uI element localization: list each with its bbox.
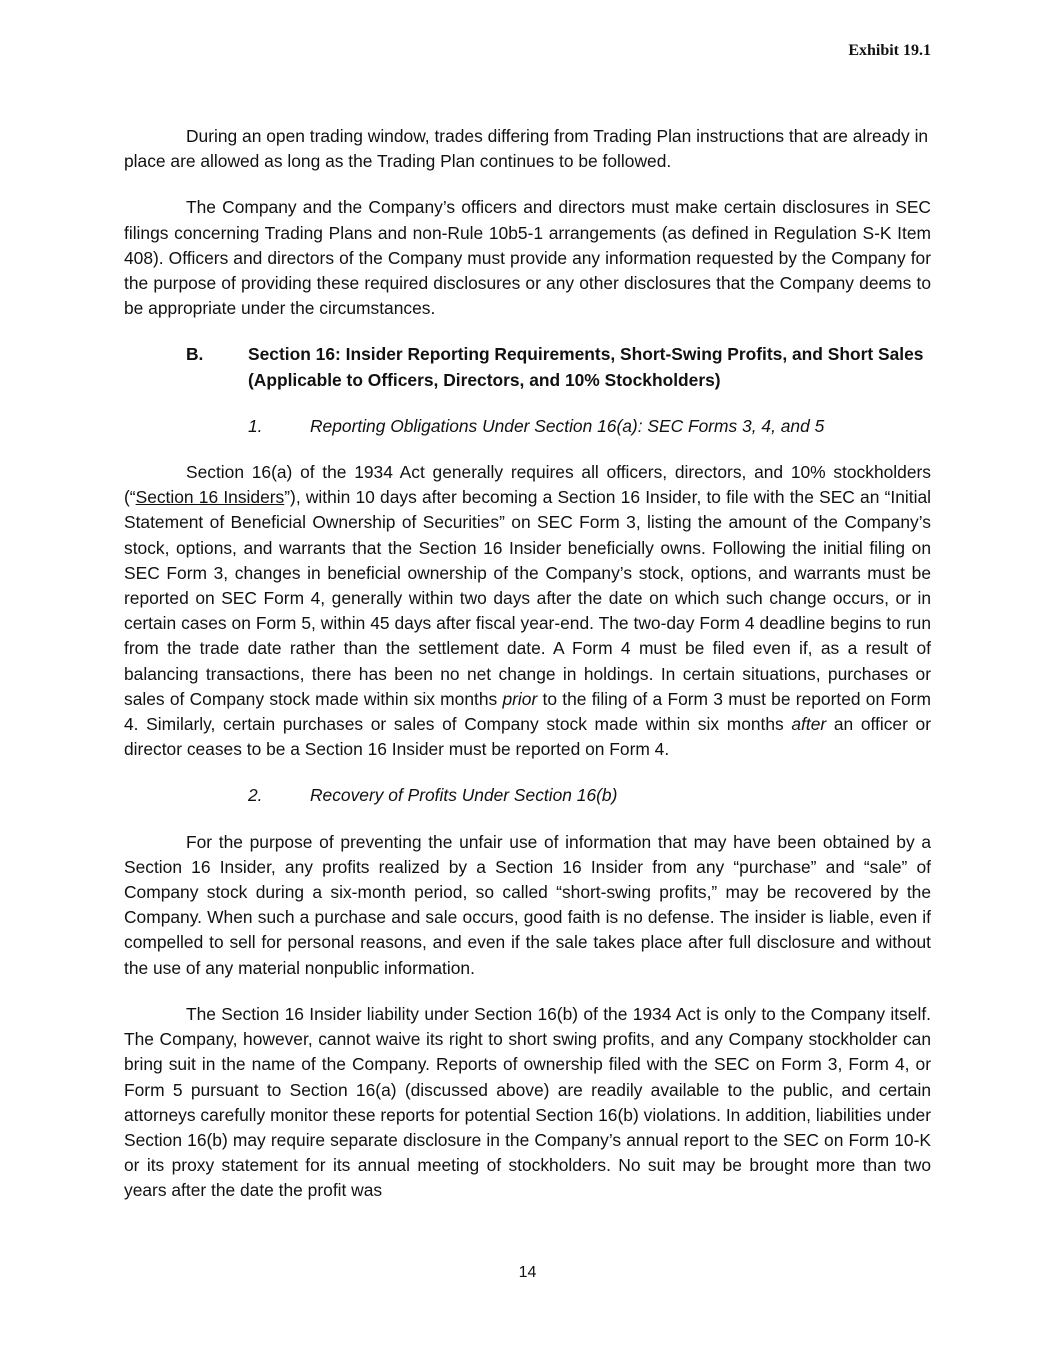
section-16a-text-part1: Section 16(a) of the 1934 Act generally requires all officers, directors, and 10% stockholders (“ [124,462,931,508]
subsection-1-number: 1. [248,415,263,436]
defined-term-section-16-insiders: Section 16 Insiders [135,487,285,508]
section-b-title: Section 16: Insider Reporting Requirements, Short-Swing Profits, and Short Sales (Applicable to Officers, Directors, and 10% Stockholders) [248,344,924,390]
emphasis-prior: prior [502,688,538,709]
emphasis-after: after [791,714,827,735]
paragraph-short-swing-profits: For the purpose of preventing the unfair use of information that may have been obtained by a Section 16 Insider, any profits realized by a Section 16 Insider from any “purchase” and “sale” of Company stock during a six-month period, so called “short-swing profits,” may be recovered by the Company. When such a purchase and sale occurs, good faith is no defense. The insider is liable, even if compelled to sell for personal reasons, and even if the sale takes place after full disclosure and without the use of any material nonpublic information. [124,831,931,978]
section-16a-text-part4: an officer or director ceases to be a Section 16 Insider must be reported on Form 4. [124,714,931,760]
paragraph-company-disclosures: The Company and the Company’s officers and directors must make certain disclosures in SEC filings concerning Trading Plans and non-Rule 10b5-1 arrangements (as defined in Regulation S-K Item 408). Officers and directors of the Company must provide any information requested by the Company for the purpose of providing these required disclosures or any other disclosures that the Company deems to be appropriate under the circumstances. [124,197,931,319]
subsection-1-heading [248,414,931,439]
paragraph-section-16b-liability: The Section 16 Insider liability under Section 16(b) of the 1934 Act is only to the Company itself. The Company, however, cannot waive its right to short swing profits, and any Company stockholder can bring suit in the name of the Company. Reports of ownership filed with the SEC on Form 3, Form 4, or Form 5 pursuant to Section 16(a) (discussed above) are readily available to the public, and certain attorneys carefully monitor these reports for potential Section 16(b) violations. In addition, liabilities under Section 16(b) may require separate disclosure in the Company’s annual report to the SEC on Form 10-K or its proxy statement for its annual meeting of stockholders. No suit may be brought more than two years after the date the profit was [124,1003,931,1201]
section-b-heading [186,342,931,392]
subsection-2-number: 2. [248,785,263,806]
paragraph-open-trading-window: During an open trading window, trades differing from Trading Plan instructions that are already in place are allowed as long as the Trading Plan continues to be followed. [124,126,929,172]
paragraph-section-16a [124,460,931,762]
document-body [124,124,931,1225]
subsection-2-heading [248,783,931,808]
subsection-1-title: Reporting Obligations Under Section 16(a): SEC Forms 3, 4, and 5 [310,415,825,436]
section-b-letter: B. [186,344,204,365]
page-number: 14 [518,1264,537,1281]
section-16a-text-part3: to the filing of a Form 3 must be reported on Form 4. Similarly, certain purchases or sales of Company stock made within six months [124,688,931,735]
exhibit-label: Exhibit 19.1 [848,42,931,59]
section-16a-text-part2: ”), within 10 days after becoming a Section 16 Insider, to file with the SEC an “Initial Statement of Beneficial Ownership of Securities” on SEC Form 3, listing the amount of the Company’s stock, options, and warrants that the Section 16 Insider beneficially owns. Following the initial filing on SEC Form 3, changes in beneficial ownership of the Company’s stock, options, and warrants must be reported on SEC Form 4, generally within two days after the date on which such change occurs, or in certain cases on Form 5, within 45 days after fiscal year-end. The two-day Form 4 deadline begins to run from the trade date rather than the settlement date. A Form 4 must be filed even if, as a result of balancing transactions, there has been no net change in holdings. In certain situations, purchases or sales of Company stock made within six months [124,487,931,709]
subsection-2-title: Recovery of Profits Under Section 16(b) [310,785,618,806]
